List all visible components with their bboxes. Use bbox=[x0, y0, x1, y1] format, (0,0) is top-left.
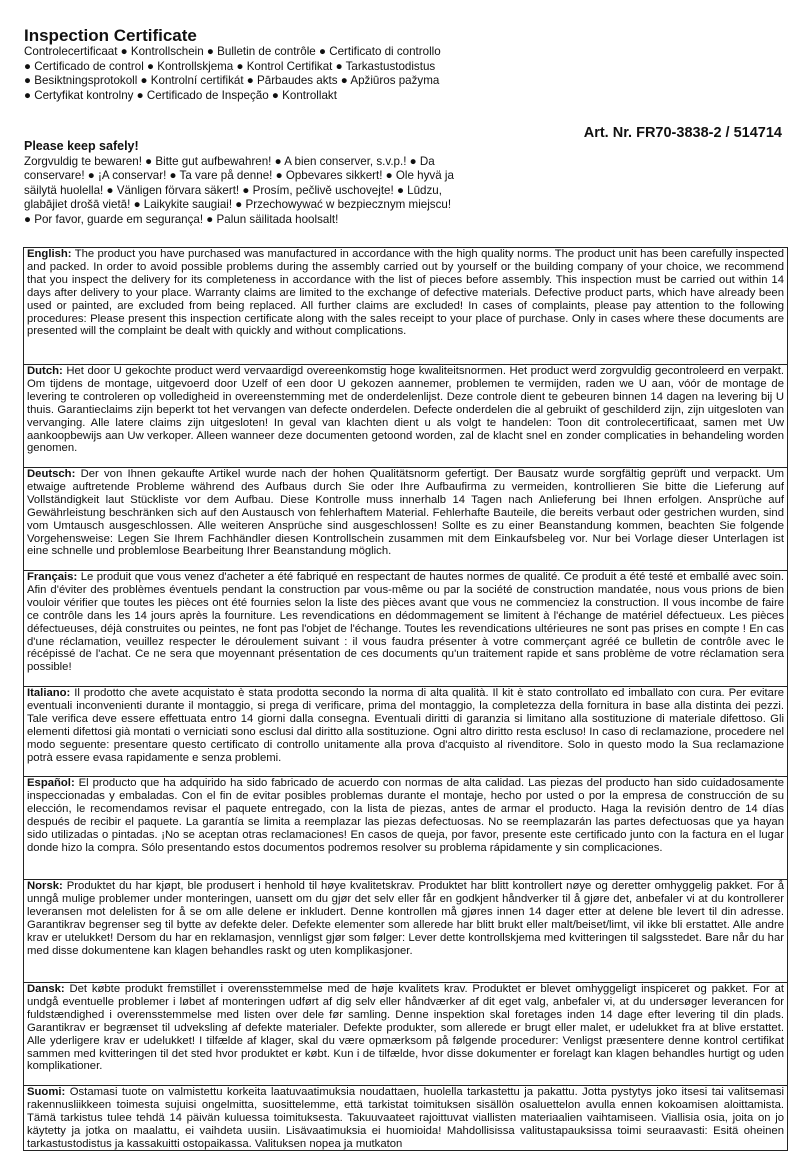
section-francais bbox=[24, 571, 787, 687]
section-text: Ostamasi tuote on valmistettu korkeita laatuvaatimuksia noudattaen, huolella tarkastettu ja pakattu. Jotta pystytys joko itsesi tai valitsemasi rakennusliikkeen toimesta sujuisi ongelmitta, suosittelemme, että tarkistat toimituksen sisällön osaluettelon avulla ennen kokoamisen aloittamista. Tämä tarkistus tulee tehdä 14 päivän kuluessa toimituksesta. Takuuvaateet rajoittuvat viallisten materiaalien vaihtamiseen. Viallisia osia, joita on jo käytetty ja jotka on maalattu, ei vaihdeta uusiin. Lisävaatimuksia ei huomioida! Mahdollisissa valitustapauksissa toimi seuraavasti: Esitä oheinen tarkastustodistus ja kassakuitti ostopaikassa. Valituksen nopea ja mutkaton bbox=[27, 1086, 784, 1150]
section-language: Norsk: bbox=[27, 880, 63, 892]
section-text: The product you have purchased was manufactured in accordance with the high quality norms. The product unit has been carefully inspected and packed. In order to avoid possible problems during the assembly carried out by yourself or the building company of your choice, we recommend that you inspect the delivery for its completeness in accordance with the list of pieces before assembly. This inspection must be carried out within 14 days after delivery to your place. Warranty claims are limited to the exchange of defective materials. Defective product parts, which have already been used or painted, are excluded from being replaced. All further claims are excluded! In cases of complaints, please pay attention to the following procedures: Please present this inspection certificate along with the sales receipt to your place of purchase. Only in cases where these documents are presented will the complaint be dealt with quickly and without complications. bbox=[27, 248, 784, 338]
section-text: Het door U gekochte product werd vervaardigd overeenkomstig hoge kwaliteitsnormen. Het product werd zorgvuldig gecontroleerd en verpakt. Om tijdens de montage, uitgevoerd door Uzelf of een door U gekozen aannemer, problemen te vermijden, raden we U aan, vóór de montage de levering te controleren op volledigheid in overeenstemming met de onderdelenlijst. Deze controle dient te gebeuren binnen 14 dagen na levering bij U thuis. Garantieclaims zijn beperkt tot het vervangen van defecte onderdelen. Defecte onderdelen die al gebruikt of geschilderd zijn, zijn uitgesloten van vervanging. Alle latere claims zijn uitgesloten! In geval van klachten dient u als volgt te handelen: Toon dit controlecertificaat, samen met Uw aankoopbewijs aan Uw verkoper. Alleen wanneer deze documenten getoond worden, zal de klacht snel en zonder complicaties in behandeling worden genomen. bbox=[27, 365, 784, 455]
section-deutsch bbox=[24, 468, 787, 571]
section-italiano bbox=[24, 687, 787, 777]
section-english bbox=[24, 248, 787, 365]
section-text: El producto que ha adquirido ha sido fabricado de acuerdo con normas de alta calidad. Las piezas del producto han sido cuidadosamente inspeccionadas y embaladas. Con el fin de evitar posibles problemas durante el montaje, hecho por usted o por la empresa de construcción de su elección, le recomendamos revisar el paquete entregado, con la lista de piezas, antes de armar el producto. Haga la revisión dentro de 14 días después de recibir el paquete. La garantía se limita a reemplazar las piezas defectuosas. No se reemplazarán las partes defectuosas que ya hayan sido utilizadas o pintadas. ¡No se aceptan otras reclamaciones! En casos de queja, por favor, presente este certificado junto con la factura en el lugar donde hizo la compra. Sólo presentando estos documentos podremos resolver su problema rápidamente y sin complicaciones. bbox=[27, 777, 784, 854]
section-espanol bbox=[24, 777, 787, 880]
section-text: Det købte produkt fremstillet i overensstemmelse med de høje kvalitets krav. Produktet er blevet omhyggeligt inspiceret og pakket. For at undgå eventuelle problemer i løbet af monteringen udført af dig selv eller håndværker af dit eget valg, anbefaler vi, at du undersøger leverancen for fuldstændighed i overensstemmelse med listen over dele før samling. Denne inspektion skal foretages inden 14 dage efter levering til din plads. Garantikrav er begrænset til udveksling af defekte materialer. Defekte produkter, som allerede er brugt eller malet, er udelukket fra at blive erstattet. Alle yderligere krav er udelukket! I tilfælde af klager, skal du være opmærksom på følgende procedurer: Venligst præsentere denne kontrol certifikat sammen med kvitteringen til det sted hvor produktet er købt. Kun i de tilfælde, hvor disse dokumenter er forelagt kan klagen behandles hurtigt og uden komplikationer. bbox=[27, 983, 784, 1073]
keep-safe-block bbox=[24, 139, 454, 228]
section-dutch bbox=[24, 365, 787, 468]
language-table bbox=[23, 247, 788, 1151]
title-translations: Controlecertificaat ● Kontrollschein ● Bulletin de contrôle ● Certificato di controllo ● Certificado de control ● Kontrollskjema ● Kontrol Certifikat ● Tarkastustodistus ● Besiktningsprotokoll ● Kontrolní certifikát ● Pārbaudes akts ● Apžiūros pažyma ● Certyfikat kontrolny ● Certificado de Inspeção ● Kontrollakt bbox=[24, 45, 441, 102]
section-norsk bbox=[24, 880, 787, 983]
section-language: Dansk: bbox=[27, 983, 65, 995]
page-title: Inspection Certificate bbox=[24, 26, 197, 45]
section-language: English: bbox=[27, 248, 72, 260]
keep-safe-translations: Zorgvuldig te bewaren! ● Bitte gut aufbewahren! ● A bien conserver, s.v.p.! ● Da conservare! ● ¡A conservar! ● Ta vare på denne! ● Opbevares sikkert! ● Ole hyvä ja säilytä huolella! ● Vänligen förvara säkert! ● Prosím, pečlivě uschovejte! ● Lūdzu, glabājiet drošā vietā! ● Laikykite saugiai! ● Przechowywać w bezpiecznym miejscu! ● Por favor, guarde em segurança! ● Palun säilitada hoolsalt! bbox=[24, 154, 454, 226]
keep-safe-title: Please keep safely! bbox=[24, 139, 139, 153]
section-suomi bbox=[24, 1086, 787, 1150]
article-number: Art. Nr. FR70-3838-2 / 514714 bbox=[583, 125, 782, 141]
section-text: Le produit que vous venez d'acheter a été fabriqué en respectant de hautes normes de qualité. Ce produit a été testé et emballé avec soin. Afin d'éviter des problèmes éventuels pendant la construction par vous-même ou par la société de construction mandatée, nous vous prions de bien vouloir vérifier que toutes les pièces ont été fournies selon la liste des pièces avant que vous ne commenciez la construction. Il vous incombe de faire ce contrôle dans les 14 jours après la fourniture. Les revendications en dédommagement se limitent à l'échange de matériel défectueux. Les pièces défectueuses, déjà construites ou peintes, ne font pas l'objet de l'échange. Toutes les revendications ultérieures ne sont pas prises en compte ! En cas d'une réclamation, veuillez respecter le déroulement suivant : il vous faudra présenter à votre commerçant agréé ce bulletin de contrôle avec le récépissé de l'achat. Ce ne sera que moyennant présentation de ces documents qu'un traitement rapide et sans problème de votre réclamation sera possible! bbox=[27, 571, 784, 674]
section-language: Español: bbox=[27, 777, 75, 789]
section-dansk bbox=[24, 983, 787, 1086]
section-language: Suomi: bbox=[27, 1086, 66, 1098]
section-language: Deutsch: bbox=[27, 468, 76, 480]
section-text: Il prodotto che avete acquistato è stata prodotta secondo la norma di alta qualità. Il kit è stato controllato ed imballato con cura. Per evitare eventuali inconvenienti durante il montaggio, si prega di verificare, prima del montaggio, la completezza della fornitura in base alla distinta dei pezzi. Tale verifica deve essere effettuata entro 14 giorni dalla consegna. Eventuali diritti di garanzia si limitano alla sostituzione di materiale difettoso. Gli elementi difettosi già montati o verniciati sono esclusi dal diritto alla sostituzione. Ogni altro diritto resta escluso! In caso di reclamazione, procedere nel modo seguente: presentare questo certificato di controllo unitamente alla prova d'acquisto al rivenditore. Solo in questo modo la Sua reclamazione potrà essere evasa rapidamente e senza problemi. bbox=[27, 687, 784, 764]
section-text: Der von Ihnen gekaufte Artikel wurde nach der hohen Qualitätsnorm gefertigt. Der Bausatz wurde sorgfältig geprüft und verpackt. Um etwaige auftretende Probleme während des Aufbaus durch Sie oder Ihre Aufbaufirma zu vermeiden, kontrollieren Sie bitte die Lieferung auf Vollständigkeit laut Stückliste vor dem Aufbau. Diese Kontrolle muss innerhalb 14 Tagen nach Anlieferung bei Ihnen erfolgen. Ansprüche auf Gewährleistung beschränken sich auf den Austausch von fehlerhaftem Material. Fehlerhafte Bauteile, die bereits verbaut oder gestrichen wurden, sind vom Umtausch ausgeschlossen. Alle weiteren Ansprüche sind ausgeschlossen! Sollte es zu einer Beanstandung kommen, beachten Sie folgende Vorgehensweise: Legen Sie Ihrem Fachhändler diesen Kontrollschein zusammen mit dem Einkaufsbeleg vor. Nur bei Vorlage dieser Unterlagen ist eine schnelle und problemlose Bearbeitung Ihrer Beanstandung möglich. bbox=[27, 468, 784, 558]
section-language: Italiano: bbox=[27, 687, 71, 699]
section-language: Dutch: bbox=[27, 365, 63, 377]
section-text: Produktet du har kjøpt, ble produsert i henhold til høye kvalitetskrav. Produktet har blitt kontrollert nøye og deretter omhyggelig pakket. For å unngå mulige problemer under monteringen, uansett om du gjør det selv eller får en godkjent håndverker til å gjøre det, anbefaler vi at du kontrollerer leveransen mot delelisten for å se om alle delene er inkludert. Denne kontrollen må gjøres innen 14 dager etter at delene ble levert til din adresse. Garantikrav begrenser seg til bytte av defekte deler. Defekte elementer som allerede har blitt brukt eller malt/beiset/limt, vil ikke bli erstattet. Alle andre krav er utelukket! Dersom du har en reklamasjon, vennligst gjør som følger: Lever dette kontrollskjema med kvitteringen til salgsstedet. Bare når du har med disse dokumentene kan klagen behandles raskt og uten komplikasjoner. bbox=[27, 880, 784, 957]
section-language: Français: bbox=[27, 571, 78, 583]
